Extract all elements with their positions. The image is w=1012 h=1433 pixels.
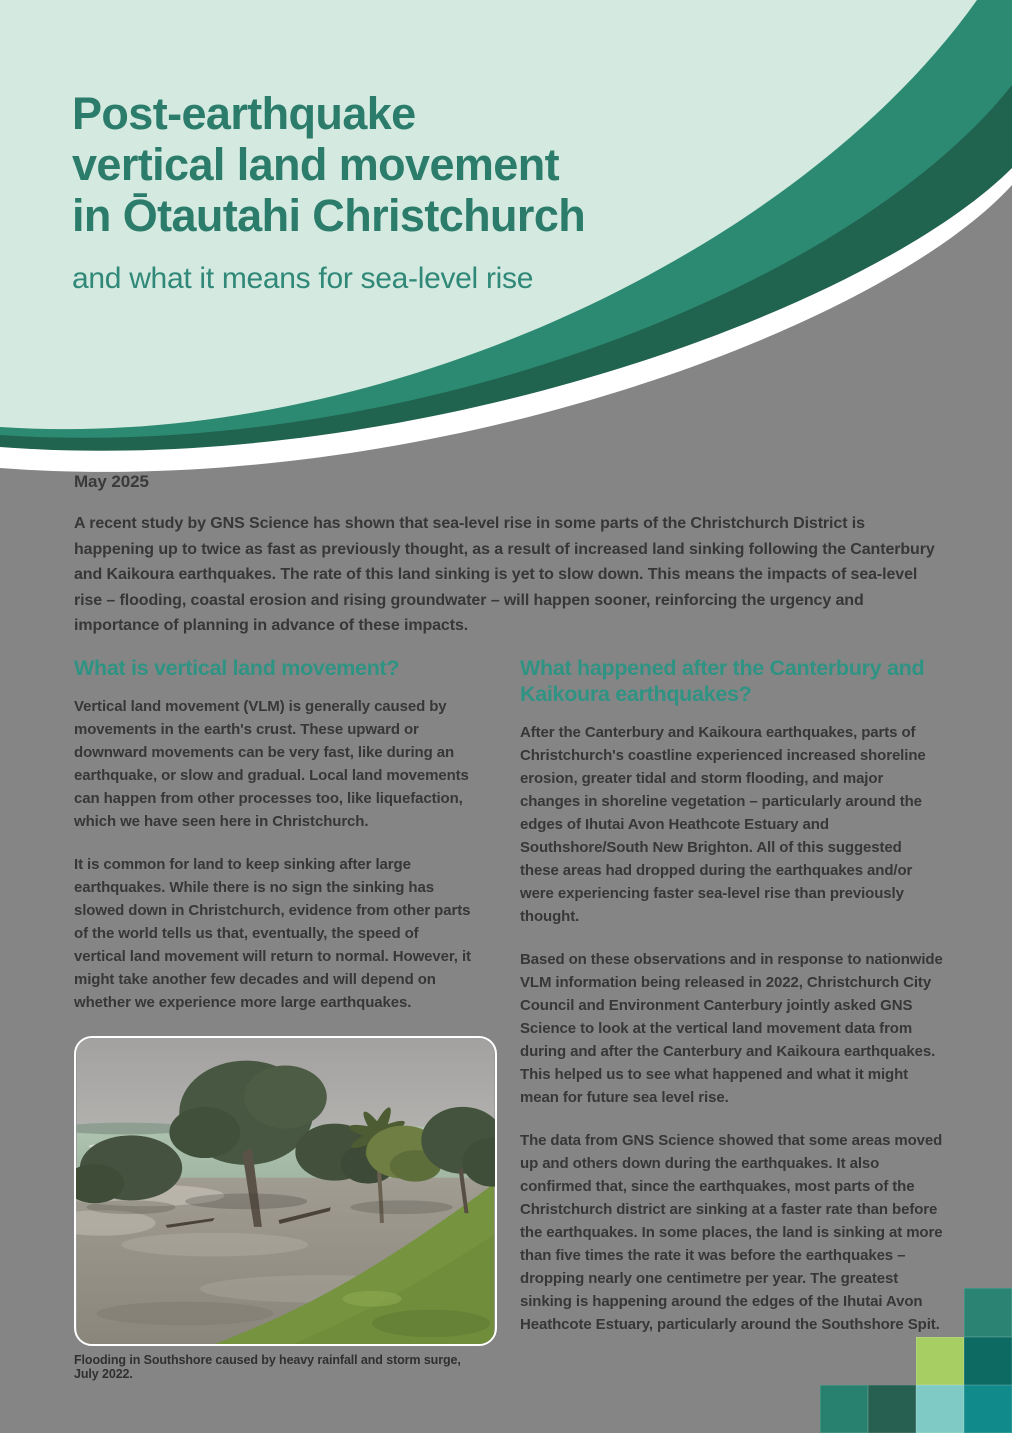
intro-paragraph: A recent study by GNS Science has shown that sea-level rise in some parts of the Christchurch District is happening up to twice as fast as previously thought, as a result of increased land sinking following the Canterbury and Kaikoura earthquakes. The rate of this land sinking is yet to slow down. This means the impacts of sea-level rise – flooding, coastal erosion and rising groundwater – will happen sooner, reinforcing the urgency and importance of planning in advance of these impacts. [74,515,935,634]
paragraph: Based on these observations and in response to nationwide VLM information being released in 2022, Christchurch City Council and Environment Canterbury jointly asked GNS Science to look at the vertical land movement data from during and after the Canterbury and Kaikoura earthquakes. This helped us to see what happened and what it might mean for future sea level rise. [520,951,943,1106]
section-heading-right: What happened after the Canterbury and Kaikoura earthquakes? [520,656,925,706]
paragraph: The data from GNS Science showed that some areas moved up and others down during the earthquakes. It also confirmed that, since the earthquakes, most parts of the Christchurch district are sinking at a faster rate than before the earthquakes. In some places, the land is sinking at more than five times the rate it was before the earthquakes – dropping nearly one centimetre per year. The greatest sinking is happening around the edges of the Ihutai Avon Heathcote Estuary, particularly around the Southshore Spit. [520,1132,943,1333]
mosaic-cell [964,1288,1012,1337]
header [72,88,585,296]
mosaic-cell [916,1337,964,1385]
flood-photo [74,1036,497,1346]
flood-photo-graphic [76,1038,495,1344]
page-title-line3: in Ōtautahi Christchurch [72,190,586,241]
section-vertical-land-movement [74,655,474,1381]
page-title-line2: vertical land movement [72,139,559,190]
mosaic-cell [964,1337,1012,1385]
photo-caption: Flooding in Southshore caused by heavy rainfall and storm surge, July 2022. [74,1353,461,1381]
mosaic-cell [820,1385,868,1433]
date-label: May 2025 [74,472,149,491]
mosaic-cell [868,1385,916,1433]
page-title-line1: Post-earthquake [72,88,416,139]
mosaic-cell [916,1385,964,1433]
paragraph: Vertical land movement (VLM) is generally caused by movements in the earth's crust. These upward or downward movements can be very fast, like during an earthquake, or slow and gradual. Local land movements can happen from other processes too, like liquefaction, which we have seen here in Christchurch. [74,698,469,830]
section-heading-left: What is vertical land movement? [74,656,400,680]
paragraph: It is common for land to keep sinking after large earthquakes. While there is no sign the sinking has slowed down in Christchurch, evidence from other parts of the world tells us that, eventually, the speed of vertical land movement will return to normal. However, it might take another few decades and will depend on whether we experience more large earthquakes. [74,856,471,1011]
corner-mosaic [820,1288,1012,1433]
paragraph: After the Canterbury and Kaikoura earthquakes, parts of Christchurch's coastline experienced increased shoreline erosion, greater tidal and storm flooding, and major changes in shoreline vegetation – particularly around the edges of Ihutai Avon Heathcote Estuary and Southshore/South New Brighton. All of this suggested these areas had dropped during the earthquakes and/or were experiencing faster sea-level rise than previously thought. [520,724,926,925]
page-subtitle: and what it means for sea-level rise [72,262,534,295]
section-after-earthquakes [520,655,944,1356]
page-title [72,88,585,241]
mosaic-cell [964,1385,1012,1433]
